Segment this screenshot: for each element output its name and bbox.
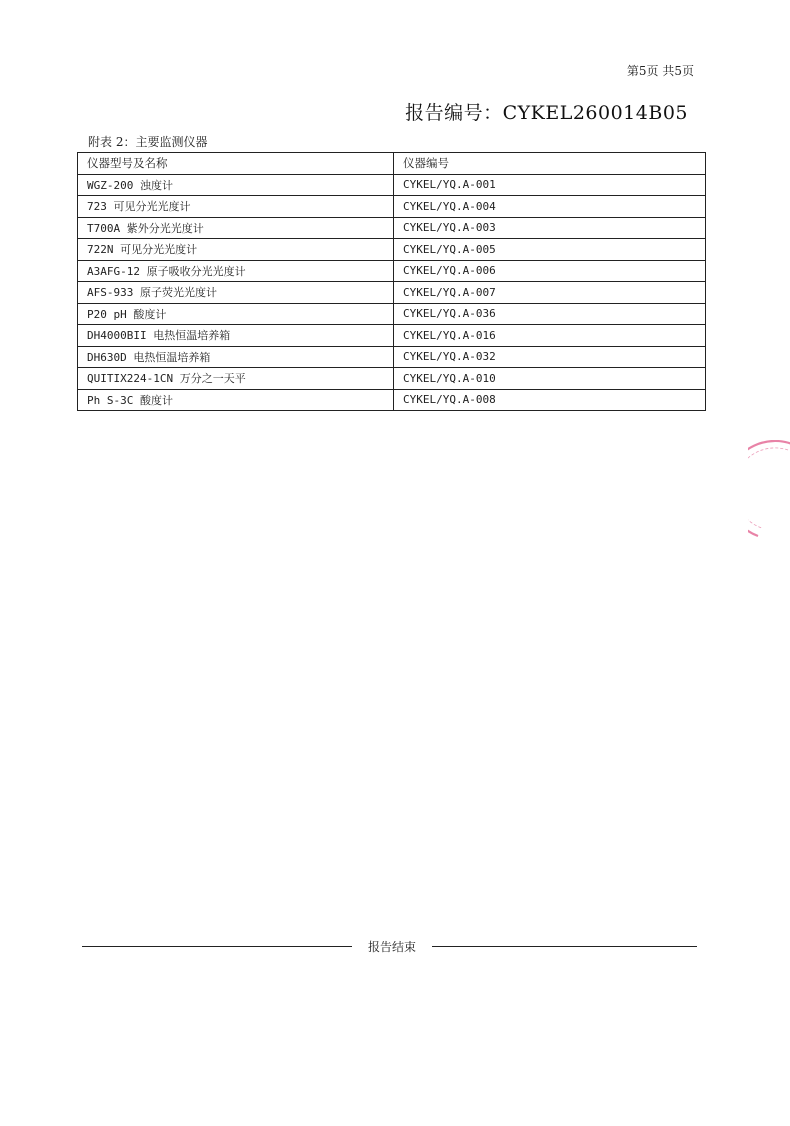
instrument-id: CYKEL/YQ.A-008 [394,389,706,411]
table-row [78,346,706,368]
end-divider-right [432,946,697,947]
report-number: 报告编号：CYKEL260014B05 [405,102,688,124]
instrument-id: CYKEL/YQ.A-016 [394,325,706,347]
table-row [78,217,706,239]
table-row [78,174,706,196]
instrument-name: DH4000BII 电热恒温培养箱 [78,325,394,347]
instrument-name: P20 pH 酸度计 [78,303,394,325]
instrument-name: T700A 紫外分光光度计 [78,217,394,239]
table-row [78,239,706,261]
instrument-name: Ph S-3C 酸度计 [78,389,394,411]
instrument-table [77,152,706,411]
end-divider-left [82,946,352,947]
header-instrument-id: 仪器编号 [394,153,706,175]
instrument-id: CYKEL/YQ.A-006 [394,260,706,282]
table-row [78,389,706,411]
table-header-row [78,153,706,175]
seal-stamp-partial [748,440,790,540]
table-row [78,368,706,390]
instrument-name: AFS-933 原子荧光光度计 [78,282,394,304]
instrument-id: CYKEL/YQ.A-032 [394,346,706,368]
header-instrument-name: 仪器型号及名称 [78,153,394,175]
instrument-name: QUITIX224-1CN 万分之一天平 [78,368,394,390]
instrument-id: CYKEL/YQ.A-004 [394,196,706,218]
instrument-id: CYKEL/YQ.A-036 [394,303,706,325]
instrument-name: 722N 可见分光光度计 [78,239,394,261]
instrument-name: DH630D 电热恒温培养箱 [78,346,394,368]
table-row [78,325,706,347]
table-row [78,196,706,218]
instrument-name: 723 可见分光光度计 [78,196,394,218]
instrument-id: CYKEL/YQ.A-005 [394,239,706,261]
instrument-name: WGZ-200 浊度计 [78,174,394,196]
instrument-id: CYKEL/YQ.A-010 [394,368,706,390]
instrument-id: CYKEL/YQ.A-007 [394,282,706,304]
instrument-name: A3AFG-12 原子吸收分光光度计 [78,260,394,282]
page-number: 第5页 共5页 [626,64,694,78]
table-caption: 附表 2：主要监测仪器 [88,135,208,149]
instrument-id: CYKEL/YQ.A-003 [394,217,706,239]
table-row [78,303,706,325]
table-row [78,282,706,304]
instrument-id: CYKEL/YQ.A-001 [394,174,706,196]
report-end-label: 报告结束 [367,940,416,954]
table-row [78,260,706,282]
